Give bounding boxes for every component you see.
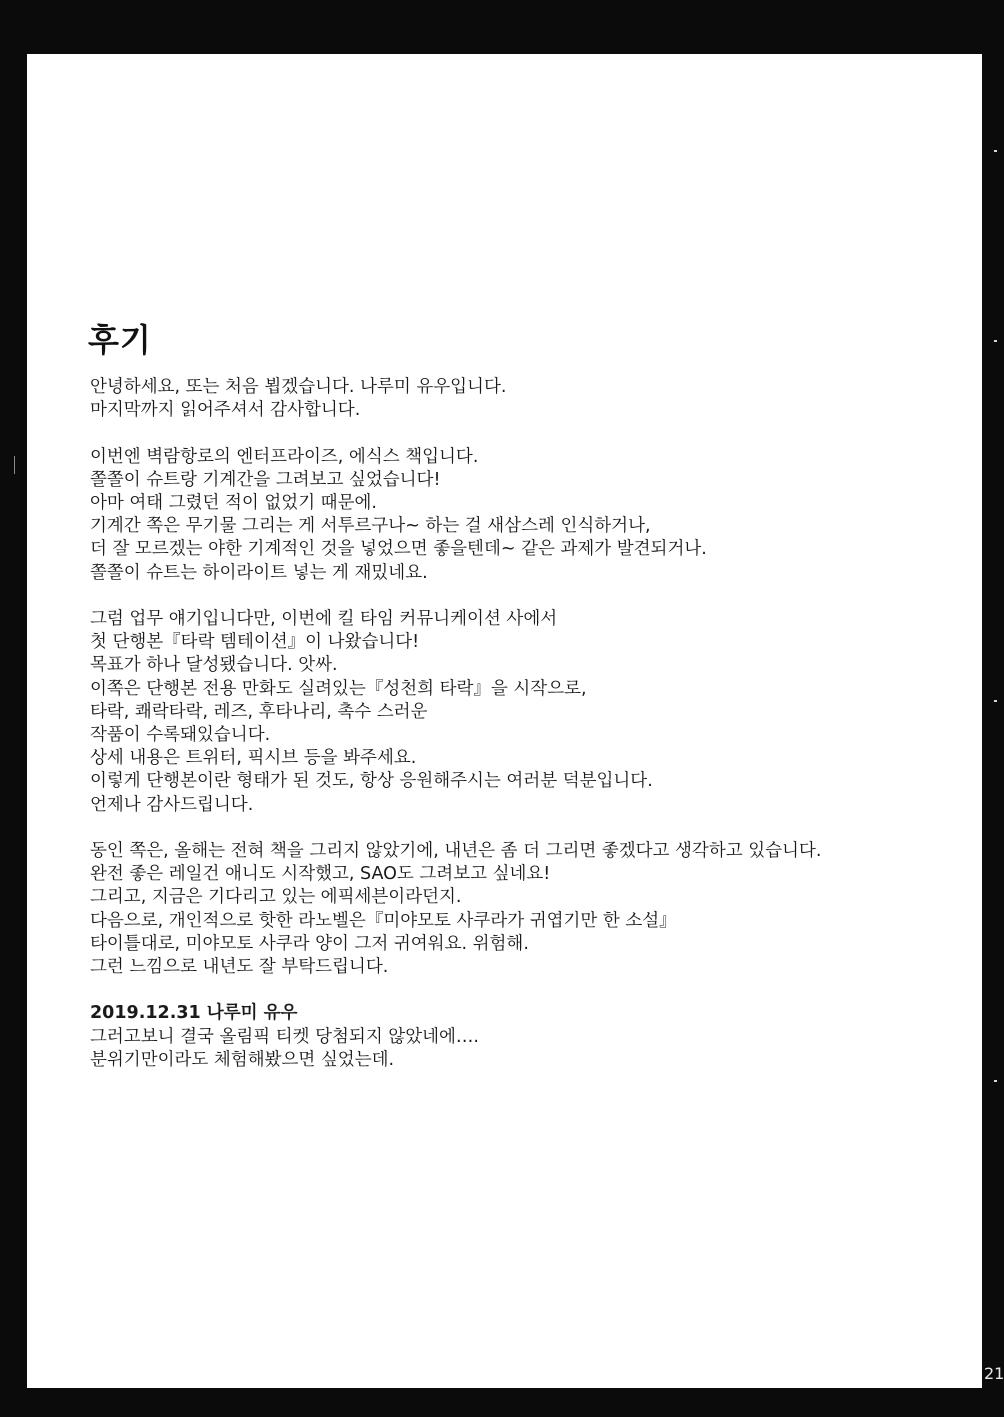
text-line: 분위기만이라도 체험해봤으면 싶었는데.: [90, 1049, 395, 1070]
paragraph-book: [90, 446, 950, 585]
text-line: 기계간 쪽은 무기물 그리는 게 서투르구나~ 하는 걸 새삼스레 인식하거나,: [90, 516, 651, 537]
text-line: 이번엔 벽람항로의 엔터프라이즈, 에식스 책입니다.: [90, 446, 479, 467]
text-line: 그럼 업무 얘기입니다만, 이번에 킬 타임 커뮤니케이션 사에서: [90, 609, 558, 629]
scan-edge-strip: [982, 0, 1000, 1417]
text-line: 첫 단행본『타락 템테이션』이 나왔습니다!: [90, 632, 420, 653]
afterword-body: [90, 376, 950, 1095]
text-line: 이렇게 단행본이란 형태가 된 것도, 항상 응원해주시는 여러분 덕분입니다.: [90, 771, 653, 792]
text-line: 동인 쪽은, 올해는 전혀 책을 그리지 않았기에, 내년은 좀 더 그리면 좋겠다고 생각하고 있습니다.: [90, 841, 822, 862]
text-line: 상세 내용은 트위터, 픽시브 등을 봐주세요.: [90, 748, 417, 769]
scan-edge-mark: [994, 340, 997, 342]
text-line: 이쪽은 단행본 전용 만화도 실려있는『성천희 타락』을 시작으로,: [90, 678, 587, 699]
text-line: 더 잘 모르겠는 야한 기계적인 것을 넣었으면 좋을텐데~ 같은 과제가 발견되거나.: [90, 539, 707, 560]
text-line: 타락, 쾌락타락, 레즈, 후타나리, 촉수 스러운: [90, 701, 428, 722]
text-line: 쫄쫄이 슈트는 하이라이트 넣는 게 재밌네요.: [90, 562, 428, 583]
paragraph-work-news: [90, 608, 950, 817]
text-line: 다음으로, 개인적으로 핫한 라노벨은『미야모토 사쿠라가 귀엽기만 한 소설』: [90, 910, 677, 931]
text-line: 그런 느낌으로 내년도 잘 부탁드립니다.: [90, 957, 389, 978]
page-title: 후기: [88, 321, 152, 359]
text-line: 작품이 수록돼있습니다.: [90, 725, 271, 746]
text-line: 마지막까지 읽어주셔서 감사합니다.: [90, 400, 361, 421]
scan-edge-mark: [994, 150, 997, 152]
text-line: 아마 여태 그렸던 적이 없었기 때문에.: [90, 493, 377, 513]
text-line: 타이틀대로, 미야모토 사쿠라 양이 그저 귀여워요. 위험해.: [90, 933, 529, 954]
text-line: 안녕하세요, 또는 처음 뵙겠습니다. 나루미 유우입니다.: [90, 377, 507, 397]
text-line: 쫄쫄이 슈트랑 기계간을 그려보고 싶었습니다!: [90, 469, 441, 490]
text-line: 완전 좋은 레일건 애니도 시작했고, SAO도 그려보고 싶네요!: [90, 864, 551, 885]
text-line: 그리고, 지금은 기다리고 있는 에픽세븐이라던지.: [90, 887, 462, 908]
text-line: 그러고보니 결국 올림픽 티켓 당첨되지 않았네에….: [90, 1026, 479, 1047]
paragraph-closing: [90, 1002, 950, 1072]
text-line: 언제나 감사드립니다.: [90, 794, 254, 815]
scan-dust-mark: [14, 456, 15, 474]
paragraph-greeting: [90, 376, 950, 422]
scan-edge-mark: [994, 1080, 997, 1082]
text-line: 목표가 하나 달성됐습니다. 앗싸.: [90, 655, 338, 676]
page-number: 21: [984, 1364, 1004, 1383]
paragraph-doujin: [90, 840, 950, 979]
scan-edge-mark: [994, 700, 997, 702]
signature-line: 2019.12.31 나루미 유우: [90, 1003, 298, 1024]
